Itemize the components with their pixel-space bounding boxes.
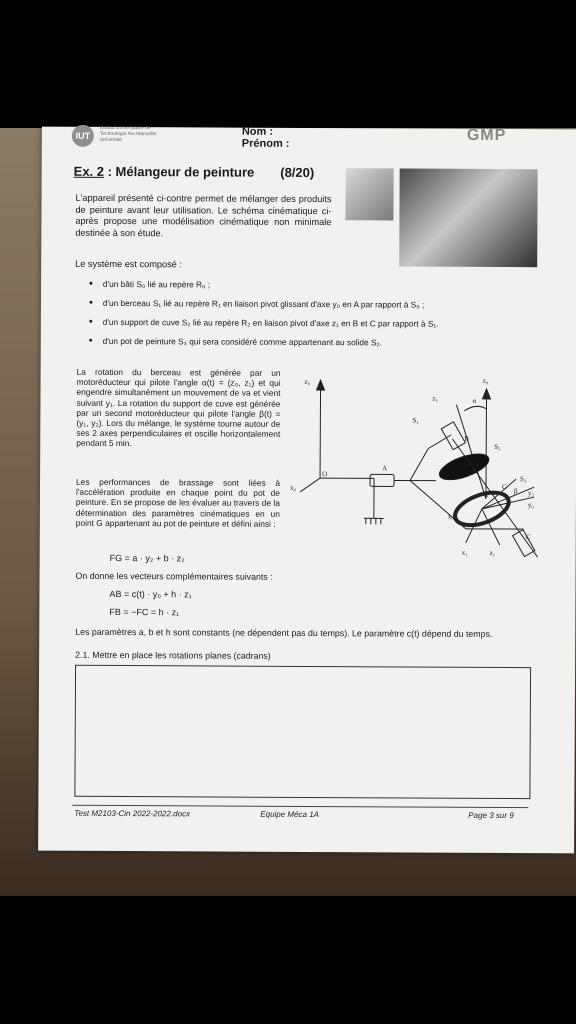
mixer-photo-small (345, 168, 393, 220)
equation-fb: FB = −FC = h · z₁ (109, 606, 180, 618)
iut-logo: IUT (72, 125, 94, 147)
label-s2: S₂ (494, 442, 501, 452)
footer-filename: Test M2103-Cin 2022-2022.docx (74, 808, 191, 819)
label-b: B (464, 434, 469, 443)
list-item: • d'un pot de peinture S₃ qui sera considéré comme appartenant au solide S₂. (89, 332, 559, 353)
label-o: O (322, 470, 328, 479)
system-label: Le système est composé : (75, 258, 182, 270)
label-a: A (382, 464, 388, 473)
performance-paragraph: Les performances de brassage sont liées à l'accélération produite en chaque point du pot de peinture. En se propose de les évaluer au travers de la détermination des paramètres cinématiques en un point G appartenant au pot de peinture et défini ainsi : (75, 476, 281, 529)
list-item: • d'un bâti S₀ lié au repère R₀ ; (89, 275, 559, 296)
footer-team: Equipe Méca 1A (260, 809, 320, 820)
exercise-score: (8/20) (280, 164, 315, 181)
rotation-paragraph: La rotation du berceau est générée par un motoréducteur qui pilote l'angle α(t) = (z₀, z₁) et qui engendre simultanément un mouvement de va et vient suivant y₁. La rotation du support de cuve est générée par un second motoréducteur qui pilote l'angle β(t) = (y₁, y₂). Lors du mélange, le système tourne autour de ses 2 axes perpendiculaires et oscille horizontalement pendant 5 min. (76, 366, 281, 449)
system-list (89, 275, 559, 353)
label-z0-right: z₀ (482, 376, 489, 385)
label-s3: S₃ (520, 475, 527, 484)
equation-ab: AB = c(t) · y₀ + h · z₁ (109, 588, 192, 600)
exercise-number: Ex. 2 (73, 163, 105, 179)
label-beta: β (513, 487, 518, 496)
label-z1: z₁ (432, 394, 439, 403)
nom-label: Nom : (241, 125, 274, 138)
exercise-title (74, 164, 315, 180)
label-g: G (501, 483, 508, 492)
label-y0: y₀ (527, 501, 534, 510)
mixer-photo-large (399, 168, 538, 267)
parameters-paragraph: Les paramètres a, b et h sont constants (ne dépendent pas du temps). Le paramètre c(t) dépend du temps. (75, 626, 493, 639)
label-x1: x₁ (461, 548, 468, 557)
list-item: • d'un support de cuve S₂ lié au repère R₂ en liaison pivot d'axe z₁ en B et C par rapport à S₁. (89, 313, 559, 334)
label-alpha: α (472, 396, 477, 405)
question-2-1: 2.1. Mettre en place les rotations planes (cadrans) (75, 649, 271, 661)
institution-name: Institut Universitaire de Technologie Aix-Marseille Université (99, 124, 157, 144)
label-y2: y₂ (527, 489, 534, 498)
exam-page (38, 124, 576, 854)
equation-fg: FG = a · y₂ + b · z₂ (109, 552, 185, 564)
exercise-name: : Mélangeur de peinture (103, 163, 255, 180)
footer-divider (72, 805, 528, 808)
label-f: F (485, 490, 490, 499)
intro-paragraph: L'appareil présenté ci-contre permet de mélanger des produits de peinture avant leur utilisation. Le schéma cinématique ci-après propose une modélisation cinématique non minimale destinée à son étude. (75, 192, 332, 238)
label-s1: S₁ (412, 416, 419, 425)
label-c: C (525, 533, 531, 542)
kinematic-diagram (286, 368, 539, 561)
gmp-logo: GMP (466, 126, 507, 145)
label-z1b: z₁ (489, 548, 496, 557)
footer-page: Page 3 sur 9 (468, 810, 514, 821)
vectors-intro: On donne les vecteurs complémentaires suivants : (75, 570, 273, 582)
label-z0-left: z₀ (304, 377, 311, 387)
prenom-label: Prénom : (241, 137, 290, 150)
answer-box[interactable] (74, 665, 531, 799)
label-x0b: x₀ (447, 512, 454, 521)
label-x0: x₀ (289, 483, 296, 492)
list-item: • d'un berceau S₁ lié au repère R₁ en liaison pivot glissant d'axe y₀ en A par rapport à S₀ ; (89, 294, 559, 315)
